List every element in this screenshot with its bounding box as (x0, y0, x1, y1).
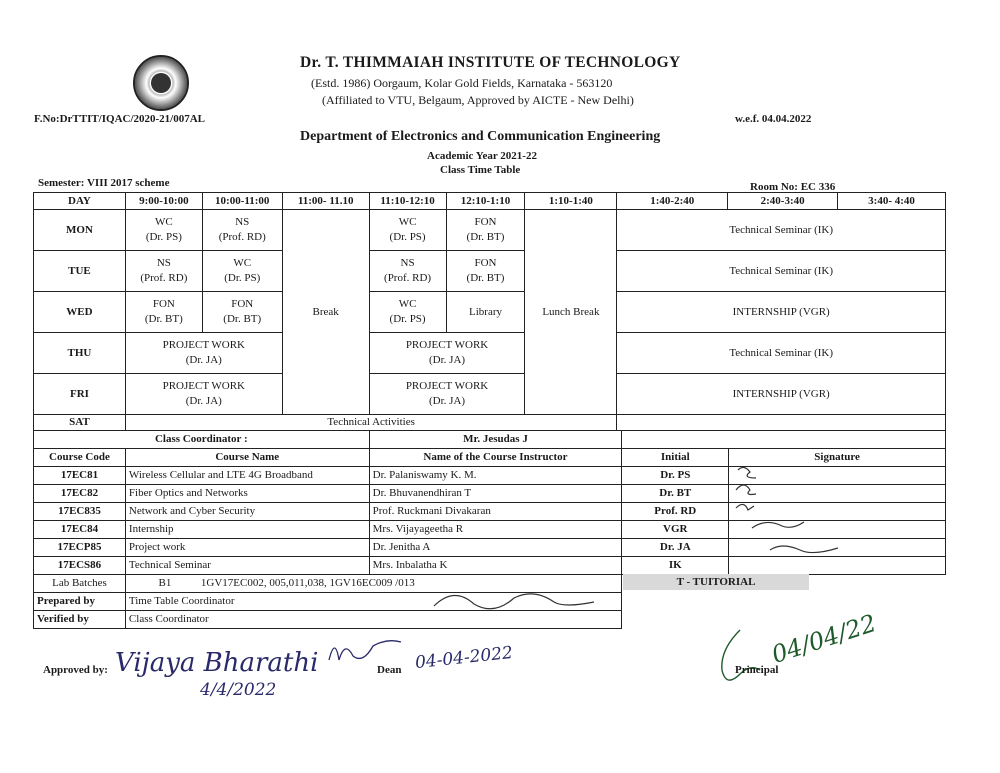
day-wed: WED (34, 292, 126, 333)
document-title: Class Time Table (440, 164, 521, 176)
timetable-header-row (34, 193, 946, 210)
course-initial: Dr. PS (622, 467, 729, 485)
course-instructor: Prof. Ruckmani Divakaran (369, 503, 622, 521)
course-instructor: Dr. Jenitha A (369, 539, 622, 557)
effective-date: w.e.f. 04.04.2022 (735, 113, 812, 125)
course-code: 17EC82 (34, 485, 126, 503)
cell-mon-1: WC (Dr. PS) (125, 210, 202, 251)
break-cell: Break (282, 210, 369, 415)
course-code: 17ECP85 (34, 539, 126, 557)
cell-mon-pm: Technical Seminar (IK) (617, 210, 946, 251)
header-slot-7: 1:40-2:40 (617, 193, 728, 210)
cell-thu-am: PROJECT WORK (Dr. JA) (125, 333, 282, 374)
course-instructor: Mrs. Vijayageetha R (369, 521, 622, 539)
header-slot-4: 11:10-12:10 (369, 193, 446, 210)
cell-wed-1: FON (Dr. BT) (125, 292, 202, 333)
cell-mon-3: WC (Dr. PS) (369, 210, 446, 251)
cell-tue-1: NS (Prof. RD) (125, 251, 202, 292)
cell-thu-mid: PROJECT WORK (Dr. JA) (369, 333, 525, 374)
header-course-code: Course Code (34, 449, 126, 467)
cell-tue-3: NS (Prof. RD) (369, 251, 446, 292)
academic-year: Academic Year 2021-22 (427, 150, 537, 162)
day-fri: FRI (34, 374, 126, 415)
principal-signature (710, 620, 780, 695)
approved-signature: Vijaya Bharathi (115, 648, 319, 678)
row-mon (34, 210, 946, 251)
principal-signature-date: 04/04/22 (768, 609, 880, 669)
header-slot-8: 2:40-3:40 (728, 193, 838, 210)
day-tue: TUE (34, 251, 126, 292)
dean-label: Dean (377, 664, 402, 676)
header-initial: Initial (622, 449, 729, 467)
header-slot-5: 12:10-1:10 (446, 193, 525, 210)
header-slot-9: 3:40- 4:40 (838, 193, 946, 210)
header-slot-2: 10:00-11:00 (202, 193, 282, 210)
institute-affiliation: (Affiliated to VTU, Belgaum, Approved by AICTE - New Delhi) (322, 93, 634, 107)
course-name: Technical Seminar (125, 557, 369, 575)
lab-batches-value: B1 1GV17EC002, 005,011,038, 1GV16EC009 /013 (125, 575, 621, 593)
prepared-by-signature (430, 586, 600, 616)
cell-tue-2: WC (Dr. PS) (202, 251, 282, 292)
header-slot-3: 11:00- 11.10 (282, 193, 369, 210)
cell-fri-am: PROJECT WORK (Dr. JA) (125, 374, 282, 415)
prepared-by-label: Prepared by (34, 593, 126, 611)
course-name: Project work (125, 539, 369, 557)
cell-thu-pm: Technical Seminar (IK) (617, 333, 946, 374)
cell-sat: Technical Activities (125, 415, 616, 431)
course-name: Network and Cyber Security (125, 503, 369, 521)
cell-wed-2: FON (Dr. BT) (202, 292, 282, 333)
institute-address: (Estd. 1986) Oorgaum, Kolar Gold Fields, Karnataka - 563120 (311, 76, 613, 90)
cell-tue-4: FON (Dr. BT) (446, 251, 525, 292)
institute-name: Dr. T. THIMMAIAH INSTITUTE OF TECHNOLOGY (300, 54, 681, 71)
coordinator-label: Class Coordinator : (34, 431, 370, 449)
dean-signature-date: 04-04-2022 (414, 642, 514, 674)
room-number: Room No: EC 336 (750, 181, 836, 193)
tutorial-note: T - TUITORIAL (623, 574, 809, 590)
principal-label: Principal (735, 664, 779, 676)
cell-mon-2: NS (Prof. RD) (202, 210, 282, 251)
course-name: Internship (125, 521, 369, 539)
header-slot-1: 9:00-10:00 (125, 193, 202, 210)
coordinator-name: Mr. Jesudas J (369, 431, 622, 449)
verified-by-value: Class Coordinator (125, 611, 621, 629)
course-initial: VGR (622, 521, 729, 539)
verified-by-label: Verified by (34, 611, 126, 629)
row-fri (34, 374, 946, 415)
course-code: 17ECS86 (34, 557, 126, 575)
course-instructor: Mrs. Inbalatha K (369, 557, 622, 575)
row-wed (34, 292, 946, 333)
cell-wed-4: Library (446, 292, 525, 333)
course-initial: Prof. RD (622, 503, 729, 521)
header-course-name: Course Name (125, 449, 369, 467)
course-name: Wireless Cellular and LTE 4G Broadband (125, 467, 369, 485)
row-tue (34, 251, 946, 292)
timetable (33, 192, 946, 431)
cell-sat-pm (617, 415, 946, 431)
course-instructor: Dr. Bhuvanendhiran T (369, 485, 622, 503)
course-initial: IK (622, 557, 729, 575)
day-mon: MON (34, 210, 126, 251)
row-thu (34, 333, 946, 374)
cell-mon-4: FON (Dr. BT) (446, 210, 525, 251)
cell-fri-pm: INTERNSHIP (VGR) (617, 374, 946, 415)
prepared-by-value: Time Table Coordinator (125, 593, 621, 611)
coordinator-row (34, 431, 946, 449)
row-sat (34, 415, 946, 431)
header-slot-6: 1:10-1:40 (525, 193, 617, 210)
cell-fri-mid: PROJECT WORK (Dr. JA) (369, 374, 525, 415)
department-title: Department of Electronics and Communication Engineering (300, 129, 661, 144)
day-sat: SAT (34, 415, 126, 431)
approved-signature-date: 4/4/2022 (200, 680, 277, 700)
dean-signature (325, 630, 405, 670)
form-number: F.No:DrTTIT/IQAC/2020-21/007AL (34, 113, 206, 125)
lab-batches-label: Lab Batches (34, 575, 126, 593)
course-code: 17EC835 (34, 503, 126, 521)
course-initial: Dr. BT (622, 485, 729, 503)
course-initial: Dr. JA (622, 539, 729, 557)
course-instructor: Dr. Palaniswamy K. M. (369, 467, 622, 485)
semester-label: Semester: VIII 2017 scheme (38, 177, 170, 189)
approved-by-label: Approved by: (43, 664, 108, 676)
day-thu: THU (34, 333, 126, 374)
header-instructor: Name of the Course Instructor (369, 449, 622, 467)
header-day: DAY (34, 193, 126, 210)
course-code: 17EC81 (34, 467, 126, 485)
header-signature: Signature (729, 449, 946, 467)
cell-wed-pm: INTERNSHIP (VGR) (617, 292, 946, 333)
cell-tue-pm: Technical Seminar (IK) (617, 251, 946, 292)
instructor-signatures (730, 462, 860, 572)
cell-wed-3: WC (Dr. PS) (369, 292, 446, 333)
lunch-break-cell: Lunch Break (525, 210, 617, 415)
institute-logo (133, 55, 189, 111)
course-name: Fiber Optics and Networks (125, 485, 369, 503)
course-code: 17EC84 (34, 521, 126, 539)
